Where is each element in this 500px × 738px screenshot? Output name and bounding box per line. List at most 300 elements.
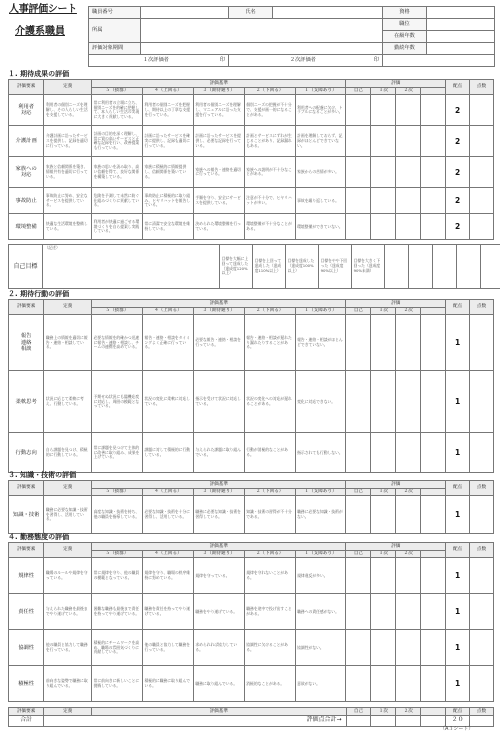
header-criteria: 評価基準 [92,80,346,88]
qualification-field[interactable] [427,7,495,19]
self-score-cell[interactable] [346,666,371,702]
header-definition: 定義 [44,543,92,558]
item-definition: 他の職員と協力して職務を行っている。 [44,630,92,666]
name-label: 氏名 [229,7,273,19]
total-caption: 評価点合計→ [44,715,346,726]
header-level-1: １（支障あり） [295,550,346,558]
criteria-5: 利用者が快適に過ごせる環境づくりを自ら提案し実践している。 [92,214,143,240]
item-label: 知識・技術 [9,496,44,534]
blank-cell [421,188,446,214]
section-title-3: ３. 知識・技術の評価 [8,471,77,479]
criteria-5: 困難な職務も最後まで責任を持ってやり遂げている。 [92,594,143,630]
footer-note: （A３シート） [440,726,474,732]
header-blank [421,488,446,496]
employee-info-table [88,6,495,67]
weight-value: 1 [446,315,470,371]
header-second: ２次 [396,87,421,95]
section-title-4: ４. 勤務態度の評価 [8,533,70,541]
weight-value: 1 [446,433,470,473]
criteria-2: 消極的なことがある。 [244,666,295,702]
criteria-3: 利用者の個別ニーズを理解し、マニュアルに沿った支援を行っている。 [193,95,244,126]
header-evaluation: 評価 [346,543,446,551]
table-row [9,157,494,188]
header-level-4: ４（上回る） [142,550,193,558]
header-level-5: ５（抜群） [92,87,143,95]
table-row [9,95,494,126]
blank-cell [457,245,481,289]
item-label: 規律性 [9,558,44,594]
weight-value: 2 [446,188,470,214]
header-level-2: ２（下回る） [244,550,295,558]
header-criteria: 評価基準 [92,300,346,308]
header-blank [421,87,446,95]
score-cell[interactable] [470,188,494,214]
evaluator2-seal: 印 [373,56,379,63]
criteria-1: 指示されても行動しない。 [295,433,346,473]
first-score-cell[interactable] [371,666,396,702]
criteria-2: 知識・技術の習得が不十分である。 [244,496,295,534]
second-score-cell[interactable] [396,558,421,594]
header-level-4: ４（上回る） [142,488,193,496]
second-score-cell[interactable] [396,371,421,433]
criteria-3: 家族への報告・連絡を適切に行っている。 [193,157,244,188]
weight-value: 2 [446,95,470,126]
total-first-cell[interactable] [371,715,396,726]
criteria-3: 職務に必要な知識・技術を習得している。 [193,496,244,534]
evaluator1-label: １次評価者 [142,56,169,63]
header-level-2: ２（下回る） [244,87,295,95]
criteria-5: 常に課題を見つけて主体的に改善に取り組み、成果を上げている。 [92,433,143,473]
score-cell[interactable] [470,371,494,433]
item-label: 環境整備 [9,214,44,240]
header-self: 自己 [346,708,371,716]
blank-cell [421,666,446,702]
table-row [9,214,494,240]
table-row [9,558,494,594]
criteria-1: 報告・連絡・相談がほとんどできていない。 [295,315,346,371]
header-level-2: ２（下回る） [244,307,295,315]
second-score-cell[interactable] [396,157,421,188]
table-row [9,594,494,630]
criteria-3: 計画に沿ったサービスを提供し、必要な記録を行っている。 [193,126,244,157]
self-score-cell[interactable] [346,594,371,630]
criteria-1: 利用者への配慮に欠け、トラブルになることが多い。 [295,95,346,126]
title-main: 人事評価シート [9,4,77,15]
first-score-cell[interactable] [371,630,396,666]
criteria-1: 規律違反が多い。 [295,558,346,594]
score-cell[interactable] [470,433,494,473]
header-weight: 配点 [446,708,470,716]
second-score-cell[interactable] [396,594,421,630]
item-label: 介護計画 [9,126,44,157]
section-title-1: １. 期待成果の評価 [8,70,70,78]
header-score: 点数 [470,543,494,558]
criteria-5: 常に前向きに新しいことに挑戦している。 [92,666,143,702]
criteria-5: 予期せぬ状況にも臨機応変に対応し、周囲の模範となっている。 [92,371,143,433]
table-row [9,315,494,371]
criteria-3: 職務に取り組んでいる。 [193,666,244,702]
goal-level-3: 目標を達成した（達成度100%以上） [286,245,319,289]
evaluator-blank [383,55,495,67]
header-level-3: ３（期待通り） [193,87,244,95]
total-self-cell[interactable] [346,715,371,726]
header-second: ２次 [396,307,421,315]
title-sub: 介護系職員 [15,25,65,37]
criteria-2: 家族への説明が不十分なことがある。 [244,157,295,188]
evaluator2-label: ２次評価者 [289,56,316,63]
criteria-1: 計画を理解しておらず、記録がほとんどできていない。 [295,126,346,157]
criteria-5: 危険を予測して未然に防ぐ仕組みづくりに貢献している。 [92,188,143,214]
score-cell[interactable] [470,95,494,126]
header-definition: 定義 [44,300,92,315]
period-field[interactable] [141,43,383,55]
self-goal-text[interactable]: （記述） [43,245,220,289]
criteria-4: 積極的に職務に取り組んでいる。 [142,666,193,702]
header-item: 評価要素 [9,80,44,95]
criteria-4: 家族に積極的に情報提供し、信頼関係を築いている。 [142,157,193,188]
first-score-cell[interactable] [371,371,396,433]
header-level-5: ５（抜群） [92,550,143,558]
criteria-4: 状況の変化に柔軟に対応している。 [142,371,193,433]
self-score-cell[interactable] [346,157,371,188]
header-level-3: ３（期待通り） [193,550,244,558]
item-definition: 快適な生活環境を整備している。 [44,214,92,240]
criteria-3: 手順を守り、安全にサービスを提供している。 [193,188,244,214]
header-first: １次 [371,307,396,315]
score-cell[interactable] [470,558,494,594]
table-row [9,666,494,702]
first-score-cell[interactable] [371,188,396,214]
total-blank-cell [421,715,446,726]
criteria-5: 必要な情報を的確かつ迅速に報告・連絡・相談し、チームの連携を高めている。 [92,315,143,371]
header-self: 自己 [346,488,371,496]
name-field[interactable] [273,7,383,19]
header-evaluation: 評価 [346,300,446,308]
criteria-4: 常に清潔で安全な環境を維持している。 [142,214,193,240]
header-item: 評価要素 [9,543,44,558]
blank-cell [421,371,446,433]
goal-level-4: 目標を上回って達成した（達成度110%以上） [253,245,286,289]
header-first: １次 [371,488,396,496]
score-cell[interactable] [470,157,494,188]
self-score-cell[interactable] [346,558,371,594]
header-level-4: ４（上回る） [142,307,193,315]
second-score-cell[interactable] [396,666,421,702]
total-second-cell[interactable] [396,715,421,726]
employee-no-label: 職員番号 [89,7,141,19]
criteria-1: 協調性がない。 [295,630,346,666]
item-label: 事故防止 [9,188,44,214]
table-row [9,371,494,433]
employee-no-field[interactable] [141,7,229,19]
header-second: ２次 [396,488,421,496]
qualification-label: 資格 [383,7,427,19]
evaluator1-seal: 印 [219,56,225,63]
total-table [8,707,494,727]
header-second: ２次 [396,550,421,558]
score-cell[interactable] [470,126,494,157]
self-goal-label: 自己目標 [9,245,43,289]
blank-cell [421,214,446,240]
item-definition: 職務に必要な知識・技術を習得し、活用している。 [44,496,92,534]
second-score-cell[interactable] [396,496,421,534]
header-weight: 配点 [446,481,470,496]
self-score-cell[interactable] [346,371,371,433]
table-row [9,126,494,157]
item-label: 利用者 対応 [9,95,44,126]
header-item: 評価要素 [9,708,44,716]
header-evaluation: 評価 [346,80,446,88]
score-cell[interactable] [470,630,494,666]
criteria-1: 事故を繰り返している。 [295,188,346,214]
header-self: 自己 [346,550,371,558]
first-score-cell[interactable] [409,245,433,289]
sheet-title [9,4,91,37]
second-score-cell[interactable] [396,214,421,240]
total-weight-value: ２０ [446,715,470,726]
self-score-cell[interactable] [346,496,371,534]
score-cell[interactable] [470,214,494,240]
item-label: 家族への 対応 [9,157,44,188]
goal-level-2: 目標をやや下回った（達成度90%以上） [319,245,352,289]
header-level-2: ２（下回る） [244,488,295,496]
criteria-2: 職務を途中で投げ出すことがある。 [244,594,295,630]
blank-cell [421,630,446,666]
criteria-2: 注意が不十分で、ヒヤリハットが多い。 [244,188,295,214]
section-table-2 [8,299,494,473]
header-criteria: 評価基準 [92,481,346,489]
first-score-cell[interactable] [371,496,396,534]
item-definition: 自ら課題を見つけ、積極的に行動している。 [44,433,92,473]
item-label: 柔軟思考 [9,371,44,433]
item-definition: 家族と信頼関係を築き、情報共有を適切に行っている。 [44,157,92,188]
header-criteria: 評価基準 [92,543,346,551]
header-score: 点数 [470,481,494,496]
criteria-2: 報告・連絡・相談が遅れたり漏れたりすることがある。 [244,315,295,371]
evaluator1-field[interactable] [89,55,229,67]
header-first: １次 [371,550,396,558]
second-score-cell[interactable] [396,126,421,157]
item-definition: 職場のルールや規律を守っている。 [44,558,92,594]
criteria-4: 職務を責任を持ってやり遂げている。 [142,594,193,630]
score-cell[interactable] [470,315,494,371]
second-score-cell[interactable] [396,315,421,371]
criteria-3: 指示を受けて状況に対応している。 [193,371,244,433]
score-cell[interactable] [470,496,494,534]
first-score-cell[interactable] [371,558,396,594]
self-score-cell[interactable] [346,126,371,157]
header-self: 自己 [346,87,371,95]
table-row [9,188,494,214]
self-score-cell[interactable] [346,630,371,666]
second-score-cell[interactable] [433,245,457,289]
header-criteria: 評価基準 [92,708,346,716]
weight-value: 2 [446,157,470,188]
criteria-1: 家族からの苦情が多い。 [295,157,346,188]
blank-cell [421,594,446,630]
header-weight: 配点 [446,80,470,95]
item-definition: 介護計画に沿ったサービスを提供し、記録を適切に行っている。 [44,126,92,157]
header-level-3: ３（期待通り） [193,307,244,315]
total-label: 合計 [9,715,44,726]
section-table-4 [8,542,494,702]
self-score-cell[interactable] [346,315,371,371]
criteria-3: 決められた環境整備を行っている。 [193,214,244,240]
period-label: 評価対象期間 [89,43,141,55]
header-item: 評価要素 [9,481,44,496]
criteria-4: 他の職員と協力して職務を行っている。 [142,630,193,666]
item-definition: 与えられた職務を最後までやり遂げている。 [44,594,92,630]
criteria-3: 職務をやり遂げている。 [193,594,244,630]
criteria-1: 変化に対応できない。 [295,371,346,433]
item-label: 協調性 [9,630,44,666]
header-level-1: １（支障あり） [295,87,346,95]
table-row [9,496,494,534]
blank-cell [421,496,446,534]
criteria-5: 常に規律を守り、他の職員の模範となっている。 [92,558,143,594]
criteria-1: 職務への責任感がない。 [295,594,346,630]
criteria-3: 規律を守っている。 [193,558,244,594]
first-score-cell[interactable] [371,214,396,240]
criteria-5: 計画の目的を深く理解し、常に質の高いサービスと正確な記録を行い、改善提案も行っている。 [92,126,143,157]
criteria-2: 個別ニーズの把握が不十分で、支援が画一的になることがある。 [244,95,295,126]
second-score-cell[interactable] [396,433,421,473]
self-score-cell[interactable] [346,433,371,473]
header-evaluation: 評価 [346,481,446,489]
goal-level-5: 目標を大幅に上回って達成した（達成度120%以上） [220,245,253,289]
item-label: 積極性 [9,666,44,702]
criteria-5: 高度な知識・技術を持ち、他の職員を指導している。 [92,496,143,534]
item-label: 報告 連絡 相談 [9,315,44,371]
header-definition: 定義 [44,481,92,496]
header-blank [421,708,446,716]
header-level-5: ５（抜群） [92,488,143,496]
item-label: 責任性 [9,594,44,630]
header-blank [421,550,446,558]
criteria-2: 環境整備が不十分なことがある。 [244,214,295,240]
total-score-cell[interactable] [470,715,494,726]
years-employed-label: 勤続年数 [383,43,427,55]
header-weight: 配点 [446,300,470,315]
blank-cell [421,157,446,188]
weight-value: 1 [446,371,470,433]
table-row [9,433,494,473]
goal-level-1: 目標を大きく下回った（達成度90%未満） [352,245,385,289]
criteria-2: 状況の変化への対応が遅れることがある。 [244,371,295,433]
position-label: 職位 [383,19,427,31]
table-row [9,630,494,666]
years-in-rank-label: 在級年数 [383,31,427,43]
item-definition: 前向きな姿勢で職務に取り組んでいる。 [44,666,92,702]
self-score-cell[interactable] [346,188,371,214]
weight-value: 2 [446,214,470,240]
header-score: 点数 [470,708,494,716]
header-definition: 定義 [44,80,92,95]
criteria-2: 規律を守れないことがある。 [244,558,295,594]
header-weight: 配点 [446,543,470,558]
first-score-cell[interactable] [371,433,396,473]
first-score-cell[interactable] [371,95,396,126]
criteria-1: 環境整備ができていない。 [295,214,346,240]
criteria-2: 行動が消極的なことがある。 [244,433,295,473]
item-definition: 状況に応じて柔軟に考え、行動している。 [44,371,92,433]
self-score-cell[interactable] [385,245,409,289]
self-goal-table [8,244,500,289]
criteria-1: 職務に必要な知識・技術がない。 [295,496,346,534]
header-second: ２次 [396,708,421,716]
weight-value: 1 [446,558,470,594]
years-in-rank-field[interactable] [427,31,495,43]
affiliation-field[interactable] [141,19,383,43]
item-definition: 職務上の情報を適切に報告・連絡・相談している。 [44,315,92,371]
header-self: 自己 [346,307,371,315]
blank-cell [421,95,446,126]
criteria-3: 与えられた課題に取り組んでいる。 [193,433,244,473]
criteria-5: 家族の思いを汲み取り、高い信頼を得て、良好な関係を構築している。 [92,157,143,188]
header-first: １次 [371,87,396,95]
section-table-3 [8,480,494,534]
criteria-2: 計画とサービスにずれが生じることがあり、記録漏れもある。 [244,126,295,157]
weight-value: 1 [446,594,470,630]
self-score-cell[interactable] [346,214,371,240]
header-item: 評価要素 [9,300,44,315]
evaluator2-field[interactable] [229,55,383,67]
criteria-5: 積極的にチームワークを高め、職場の雰囲気づくりに貢献している。 [92,630,143,666]
section-table-1 [8,79,494,240]
first-score-cell[interactable] [371,594,396,630]
score-cell[interactable] [481,245,500,289]
second-score-cell[interactable] [396,95,421,126]
criteria-4: 報告・連絡・相談をタイミングよく正確に行っている。 [142,315,193,371]
weight-value: 1 [446,496,470,534]
years-employed-field[interactable] [427,43,495,55]
criteria-4: 事故防止に積極的に取り組み、ヒヤリハットを報告している。 [142,188,193,214]
first-score-cell[interactable] [371,126,396,157]
header-level-3: ３（期待通り） [193,488,244,496]
header-definition: 定義 [44,708,92,716]
header-blank [421,307,446,315]
criteria-1: 意欲がない。 [295,666,346,702]
blank-cell [421,433,446,473]
second-score-cell[interactable] [396,630,421,666]
header-first: １次 [371,708,396,716]
weight-value: 1 [446,630,470,666]
header-level-1: １（支障あり） [295,307,346,315]
blank-cell [421,126,446,157]
second-score-cell[interactable] [396,188,421,214]
position-field[interactable] [427,19,495,31]
item-definition: 利用者の個別ニーズを理解し、その人らしい生活を支援している。 [44,95,92,126]
header-level-5: ５（抜群） [92,307,143,315]
first-score-cell[interactable] [371,315,396,371]
weight-value: 2 [446,126,470,157]
self-score-cell[interactable] [346,95,371,126]
header-level-4: ４（上回る） [142,87,193,95]
score-cell[interactable] [470,666,494,702]
section-title-2: ２. 期待行動の評価 [8,290,70,298]
header-score: 点数 [470,300,494,315]
item-definition: 事故防止に努め、安全なサービスを提供している。 [44,188,92,214]
criteria-4: 利用者の個別ニーズを把握し、期待以上の丁寧な支援を行っている。 [142,95,193,126]
first-score-cell[interactable] [371,157,396,188]
blank-cell [421,558,446,594]
item-label: 行動志向 [9,433,44,473]
criteria-3: 求められれば協力している。 [193,630,244,666]
criteria-5: 常に利用者の立場に立ち、個別ニーズを的確に把握して、本人らしい生活の実現に大きく貢献している。 [92,95,143,126]
criteria-4: 必要な知識・技術を十分に習得し、活用している。 [142,496,193,534]
score-cell[interactable] [470,594,494,630]
criteria-2: 協調性に欠けることがある。 [244,630,295,666]
